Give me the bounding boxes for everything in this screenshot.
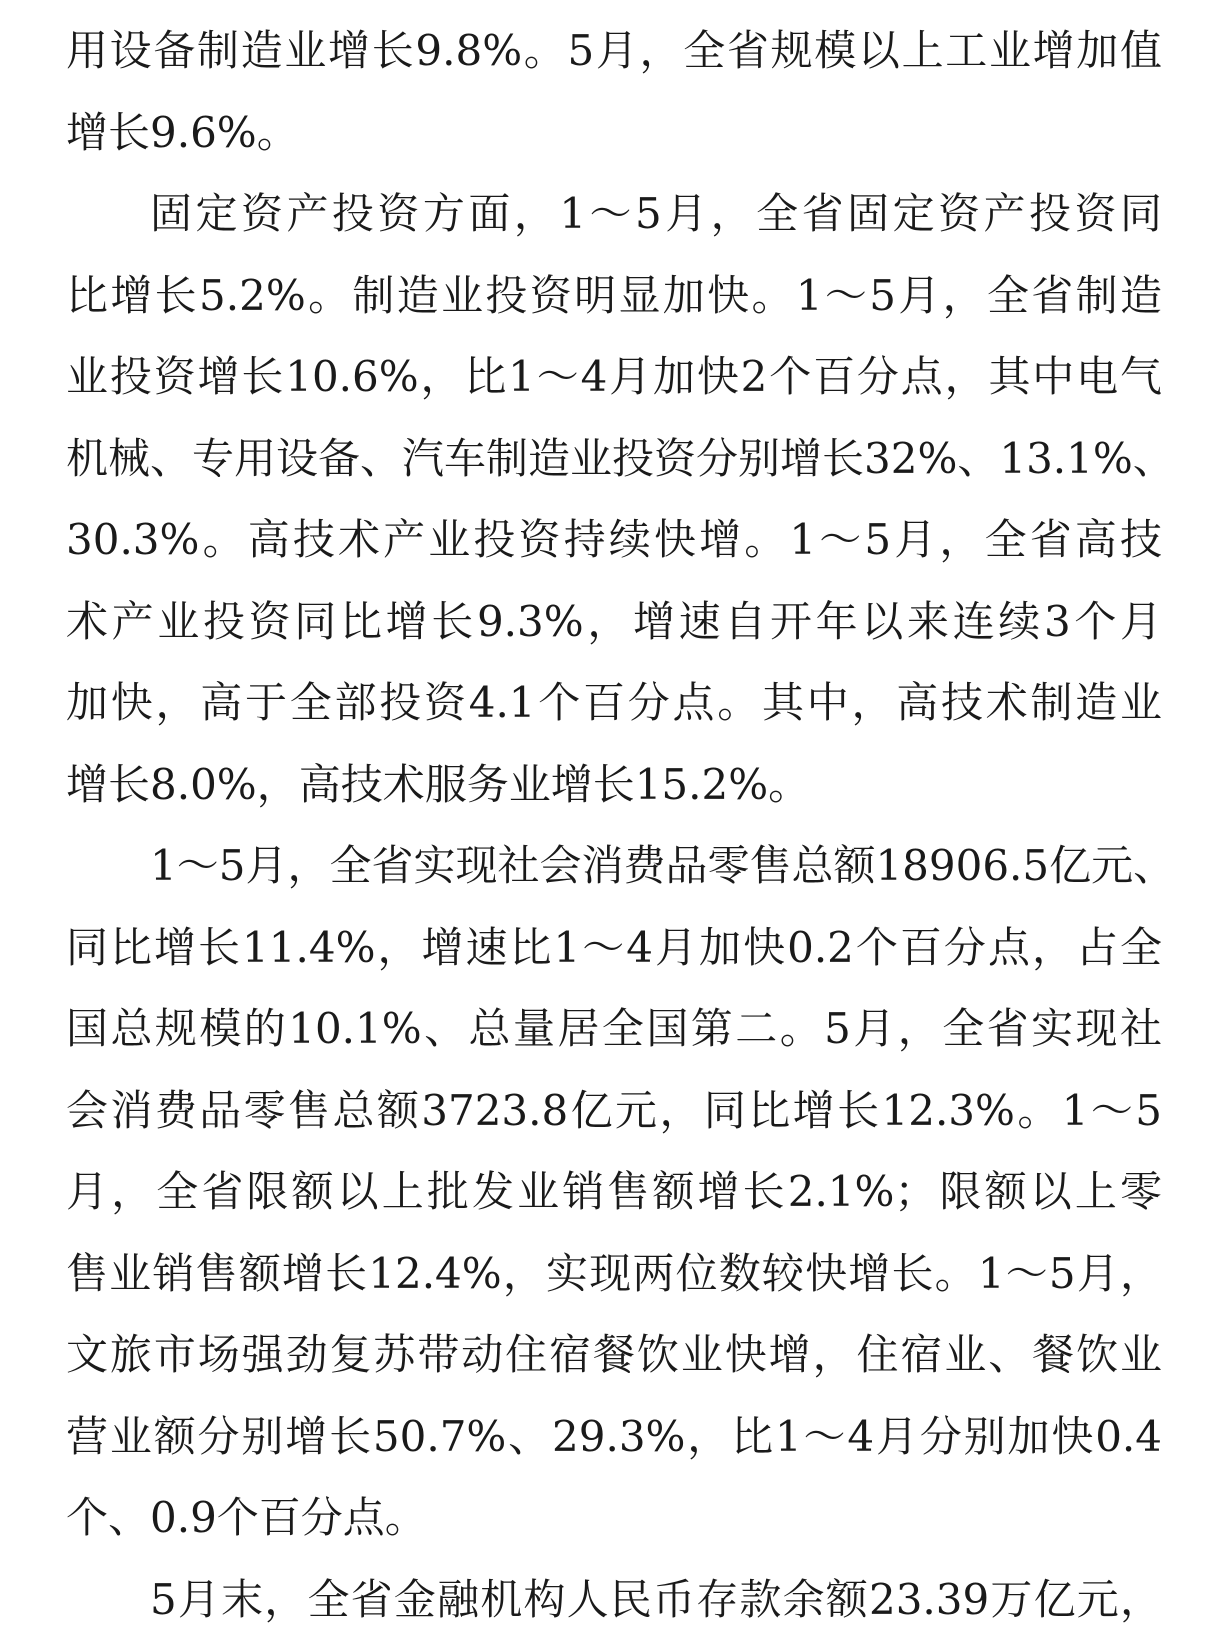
- text-line: 营业额分别增长50.7%、29.3%，比1～4月分别加快0.4: [66, 1411, 1162, 1461]
- text-line: 个、0.9个百分点。: [66, 1493, 427, 1542]
- text-line: 加快，高于全部投资4.1个百分点。其中，高技术制造业: [66, 678, 1162, 727]
- text-line: 增长9.6%。: [66, 107, 299, 157]
- body-text: [66, 10, 1176, 1640]
- text-line: 售业销售额增长12.4%，实现两位数较快增长。1～5月，: [66, 1248, 1162, 1298]
- text-line: 会消费品零售总额3723.8亿元，同比增长12.3%。1～5: [66, 1085, 1162, 1135]
- text-line: 文旅市场强劲复苏带动住宿餐饮业快增，住宿业、餐饮业: [66, 1330, 1162, 1379]
- text-line: 用设备制造业增长9.8%。5月，全省规模以上工业增加值: [66, 26, 1162, 75]
- text-line: 术产业投资同比增长9.3%，增速自开年以来连续3个月: [66, 596, 1162, 646]
- text-line: 国总规模的10.1%、总量居全国第二。5月，全省实现社: [66, 1004, 1162, 1053]
- text-line: 1～5月，全省实现社会消费品零售总额18906.5亿元、: [150, 841, 1176, 890]
- text-line: 业投资增长10.6%，比1～4月加快2个百分点，其中电气: [66, 352, 1162, 401]
- text-line: 同比增长11.4%，增速比1～4月加快0.2个百分点，占全: [66, 922, 1162, 972]
- text-line: 月，全省限额以上批发业销售额增长2.1%；限额以上零: [66, 1167, 1162, 1216]
- text-line: 比增长5.2%。制造业投资明显加快。1～5月，全省制造: [66, 270, 1162, 320]
- text-line: 固定资产投资方面，1～5月，全省固定资产投资同: [150, 189, 1162, 238]
- text-line: 机械、专用设备、汽车制造业投资分别增长32%、13.1%、: [66, 433, 1175, 483]
- text-line: 5月末，全省金融机构人民币存款余额23.39万亿元，: [150, 1574, 1162, 1624]
- text-line: 增长8.0%，高技术服务业增长15.2%。: [66, 759, 811, 809]
- text-line: 30.3%。高技术产业投资持续快增。1～5月，全省高技: [66, 515, 1162, 564]
